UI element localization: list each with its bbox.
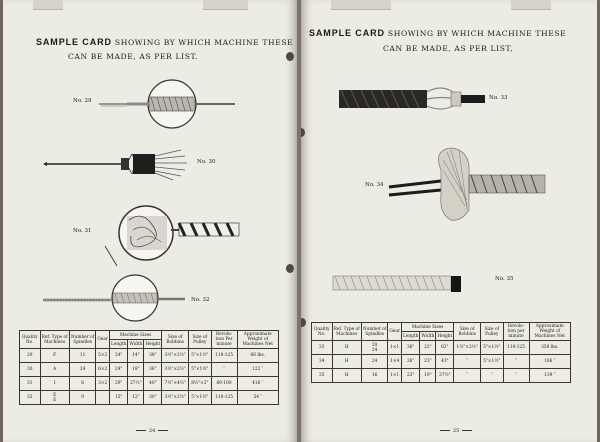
cell-pulley: ″	[481, 369, 504, 383]
cell-ref: I	[40, 377, 69, 391]
cell-revolution: 80-100	[211, 377, 237, 391]
col-machine-sizes: Machine Sizes	[109, 331, 161, 340]
title-rest: SHOWING BY WHICH MACHINE THESE	[384, 29, 567, 38]
col-width: Width	[421, 333, 435, 339]
cell-width: 18"	[128, 363, 144, 377]
cell-bobbins: 7½"×4½"	[162, 377, 189, 391]
sample-label: No. 34	[365, 182, 384, 188]
sample-30-image	[43, 150, 187, 180]
cell-length: 26"	[401, 355, 419, 369]
cell-width: 12"	[128, 391, 144, 405]
cell-quality: 35	[312, 369, 333, 383]
sample-label: No. 31	[73, 228, 92, 234]
cord-samples-illustration	[3, 0, 297, 320]
table-row	[20, 349, 279, 363]
cell-revolution: 110-125	[211, 349, 237, 363]
cell-bobbins: 1½"×2½"	[454, 341, 481, 355]
table-row	[20, 377, 279, 391]
cell-width: 19"	[420, 369, 436, 383]
col-gear: Gear	[388, 323, 402, 341]
cell-length: 36"	[401, 341, 419, 355]
cell-spindles: 16	[361, 369, 388, 383]
col-quality: Quality No.	[312, 323, 333, 341]
cell-length: 24"	[109, 363, 127, 377]
cell-length: 15"	[109, 391, 127, 405]
sample-label: No. 33	[489, 95, 508, 101]
col-gear: Gear	[96, 331, 110, 349]
cell-bobbins: 3½"×2½"	[162, 349, 189, 363]
col-width: Width	[129, 341, 143, 347]
cell-gear: 1×4	[388, 355, 402, 369]
cell-gear: 1×1	[388, 369, 402, 383]
cell-weight: 66 lbs.	[237, 349, 278, 363]
table-row	[312, 369, 571, 383]
cell-spindles: 9	[69, 391, 96, 405]
col-ref: Ref. Type of Machines	[40, 331, 69, 349]
cell-spindles: 20 24	[361, 341, 388, 355]
sample-33-image	[339, 88, 485, 109]
col-pulley: Size of Pulley	[481, 323, 504, 341]
col-machine-sizes: Machine Sizes	[401, 323, 453, 332]
sample-32-image	[43, 275, 185, 321]
sample-31-image	[105, 206, 239, 266]
cell-height: 37½"	[436, 369, 454, 383]
cell-pulley: 5"×1½"	[481, 355, 504, 369]
cell-gear	[96, 391, 110, 405]
cell-pulley: 5"×1½"	[481, 341, 504, 355]
sample-label: No. 29	[73, 98, 92, 104]
col-spindles: Number of Spindles	[361, 323, 388, 341]
cell-ref: H	[332, 341, 361, 355]
cell-gear: 1×1	[388, 341, 402, 355]
sample-34-image	[389, 148, 545, 220]
title-lead: SAMPLE CARD	[36, 37, 112, 47]
cell-quality: 33	[312, 341, 333, 355]
cell-gear: 3×2	[96, 377, 110, 391]
col-bobbins: Size of Bobbins	[162, 331, 189, 349]
cell-height: 30"	[144, 391, 162, 405]
page-subtitle: CAN BE MADE, AS PER LIST,	[383, 44, 514, 53]
table-row	[20, 391, 279, 405]
cell-gear: 6×2	[96, 363, 110, 377]
col-bobbins: Size of Bobbins	[454, 323, 481, 341]
sample-29-image	[99, 80, 235, 128]
cell-spindles: 8	[69, 377, 96, 391]
col-pulley: Size of Pulley	[189, 331, 212, 349]
cell-ref: H	[332, 355, 361, 369]
left-page	[3, 0, 297, 442]
col-length: Length	[402, 333, 419, 339]
spec-table-right	[311, 322, 571, 383]
page-number: 24	[133, 428, 171, 434]
col-height: Height	[437, 333, 453, 339]
cell-revolution: 110-125	[503, 341, 529, 355]
col-quality: Quality No.	[20, 331, 41, 349]
cord-samples-illustration	[301, 0, 597, 320]
sample-label: No. 35	[495, 276, 514, 282]
cell-weight: 122 ″	[237, 363, 278, 377]
cell-weight: 359 lbs.	[529, 341, 570, 355]
cell-spindles: 11	[69, 349, 96, 363]
cell-spindles: 24	[361, 355, 388, 369]
cell-ref: E E	[40, 391, 69, 405]
cell-revolution: ″	[211, 363, 237, 377]
cell-quality: 34	[312, 355, 333, 369]
cell-quality: 32	[20, 391, 41, 405]
cell-quality: 29	[20, 349, 41, 363]
cell-weight: 54 ″	[237, 391, 278, 405]
table-row	[20, 363, 279, 377]
cell-revolution: ″	[503, 355, 529, 369]
cell-bobbins: ″	[454, 355, 481, 369]
cell-height: 43"	[436, 355, 454, 369]
title-lead: SAMPLE CARD	[309, 28, 385, 38]
cell-ref: F	[40, 349, 69, 363]
cell-height: 36"	[144, 363, 162, 377]
cell-width: 27½"	[128, 377, 144, 391]
cell-ref: A	[40, 363, 69, 377]
col-ref: Ref. Type of Machines	[332, 323, 361, 341]
cell-weight: 416 ″	[237, 377, 278, 391]
spec-table-left	[19, 330, 279, 405]
col-revolution: Revolu-tion per minute	[503, 323, 529, 341]
col-spindles: Number of Spindles	[69, 331, 96, 349]
cell-bobbins: ″	[454, 369, 481, 383]
cell-length: 29"	[109, 377, 127, 391]
table-row	[312, 341, 571, 355]
col-length: Length	[110, 341, 127, 347]
page-number: 25	[437, 428, 475, 434]
cell-width: 23"	[420, 341, 436, 355]
sample-label: No. 30	[197, 159, 216, 165]
table-row	[312, 355, 571, 369]
cell-revolution: ″	[503, 369, 529, 383]
cell-length: 24"	[109, 349, 127, 363]
title-rest: SHOWING BY WHICH MACHINE THESE	[111, 38, 294, 47]
sample-35-image	[333, 276, 461, 292]
col-weight: Approximate Weight of Machines Net	[237, 331, 278, 349]
cell-ref: H	[332, 369, 361, 383]
cell-revolution: 110-125	[211, 391, 237, 405]
cell-gear: 5×2	[96, 349, 110, 363]
cell-pulley: 5"×1½"	[189, 349, 212, 363]
cell-height: 38"	[144, 349, 162, 363]
cell-weight: 186 ″	[529, 355, 570, 369]
col-height: Height	[145, 341, 161, 347]
cell-pulley: 5"×1½"	[189, 391, 212, 405]
cell-pulley: 8½"×2"	[189, 377, 212, 391]
cell-bobbins: 3½"×2½"	[162, 391, 189, 405]
cell-width: 14"	[128, 349, 144, 363]
cell-spindles: 24	[69, 363, 96, 377]
page-subtitle: CAN BE MADE, AS PER LIST.	[68, 52, 199, 61]
cell-pulley: 5"×1½"	[189, 363, 212, 377]
cell-length: 23"	[401, 369, 419, 383]
col-revolution: Revolu-tion Per minute	[211, 331, 237, 349]
cell-quality: 31	[20, 377, 41, 391]
cell-bobbins: 3½"×2½"	[162, 363, 189, 377]
right-page	[301, 0, 597, 442]
cell-height: 40"	[144, 377, 162, 391]
cell-height: 62"	[436, 341, 454, 355]
cell-weight: 139 ″	[529, 369, 570, 383]
col-weight: Approximate Weight of Machines Net	[529, 323, 570, 341]
sample-label: No. 32	[191, 297, 210, 303]
cell-width: 23"	[420, 355, 436, 369]
cell-quality: 30	[20, 363, 41, 377]
